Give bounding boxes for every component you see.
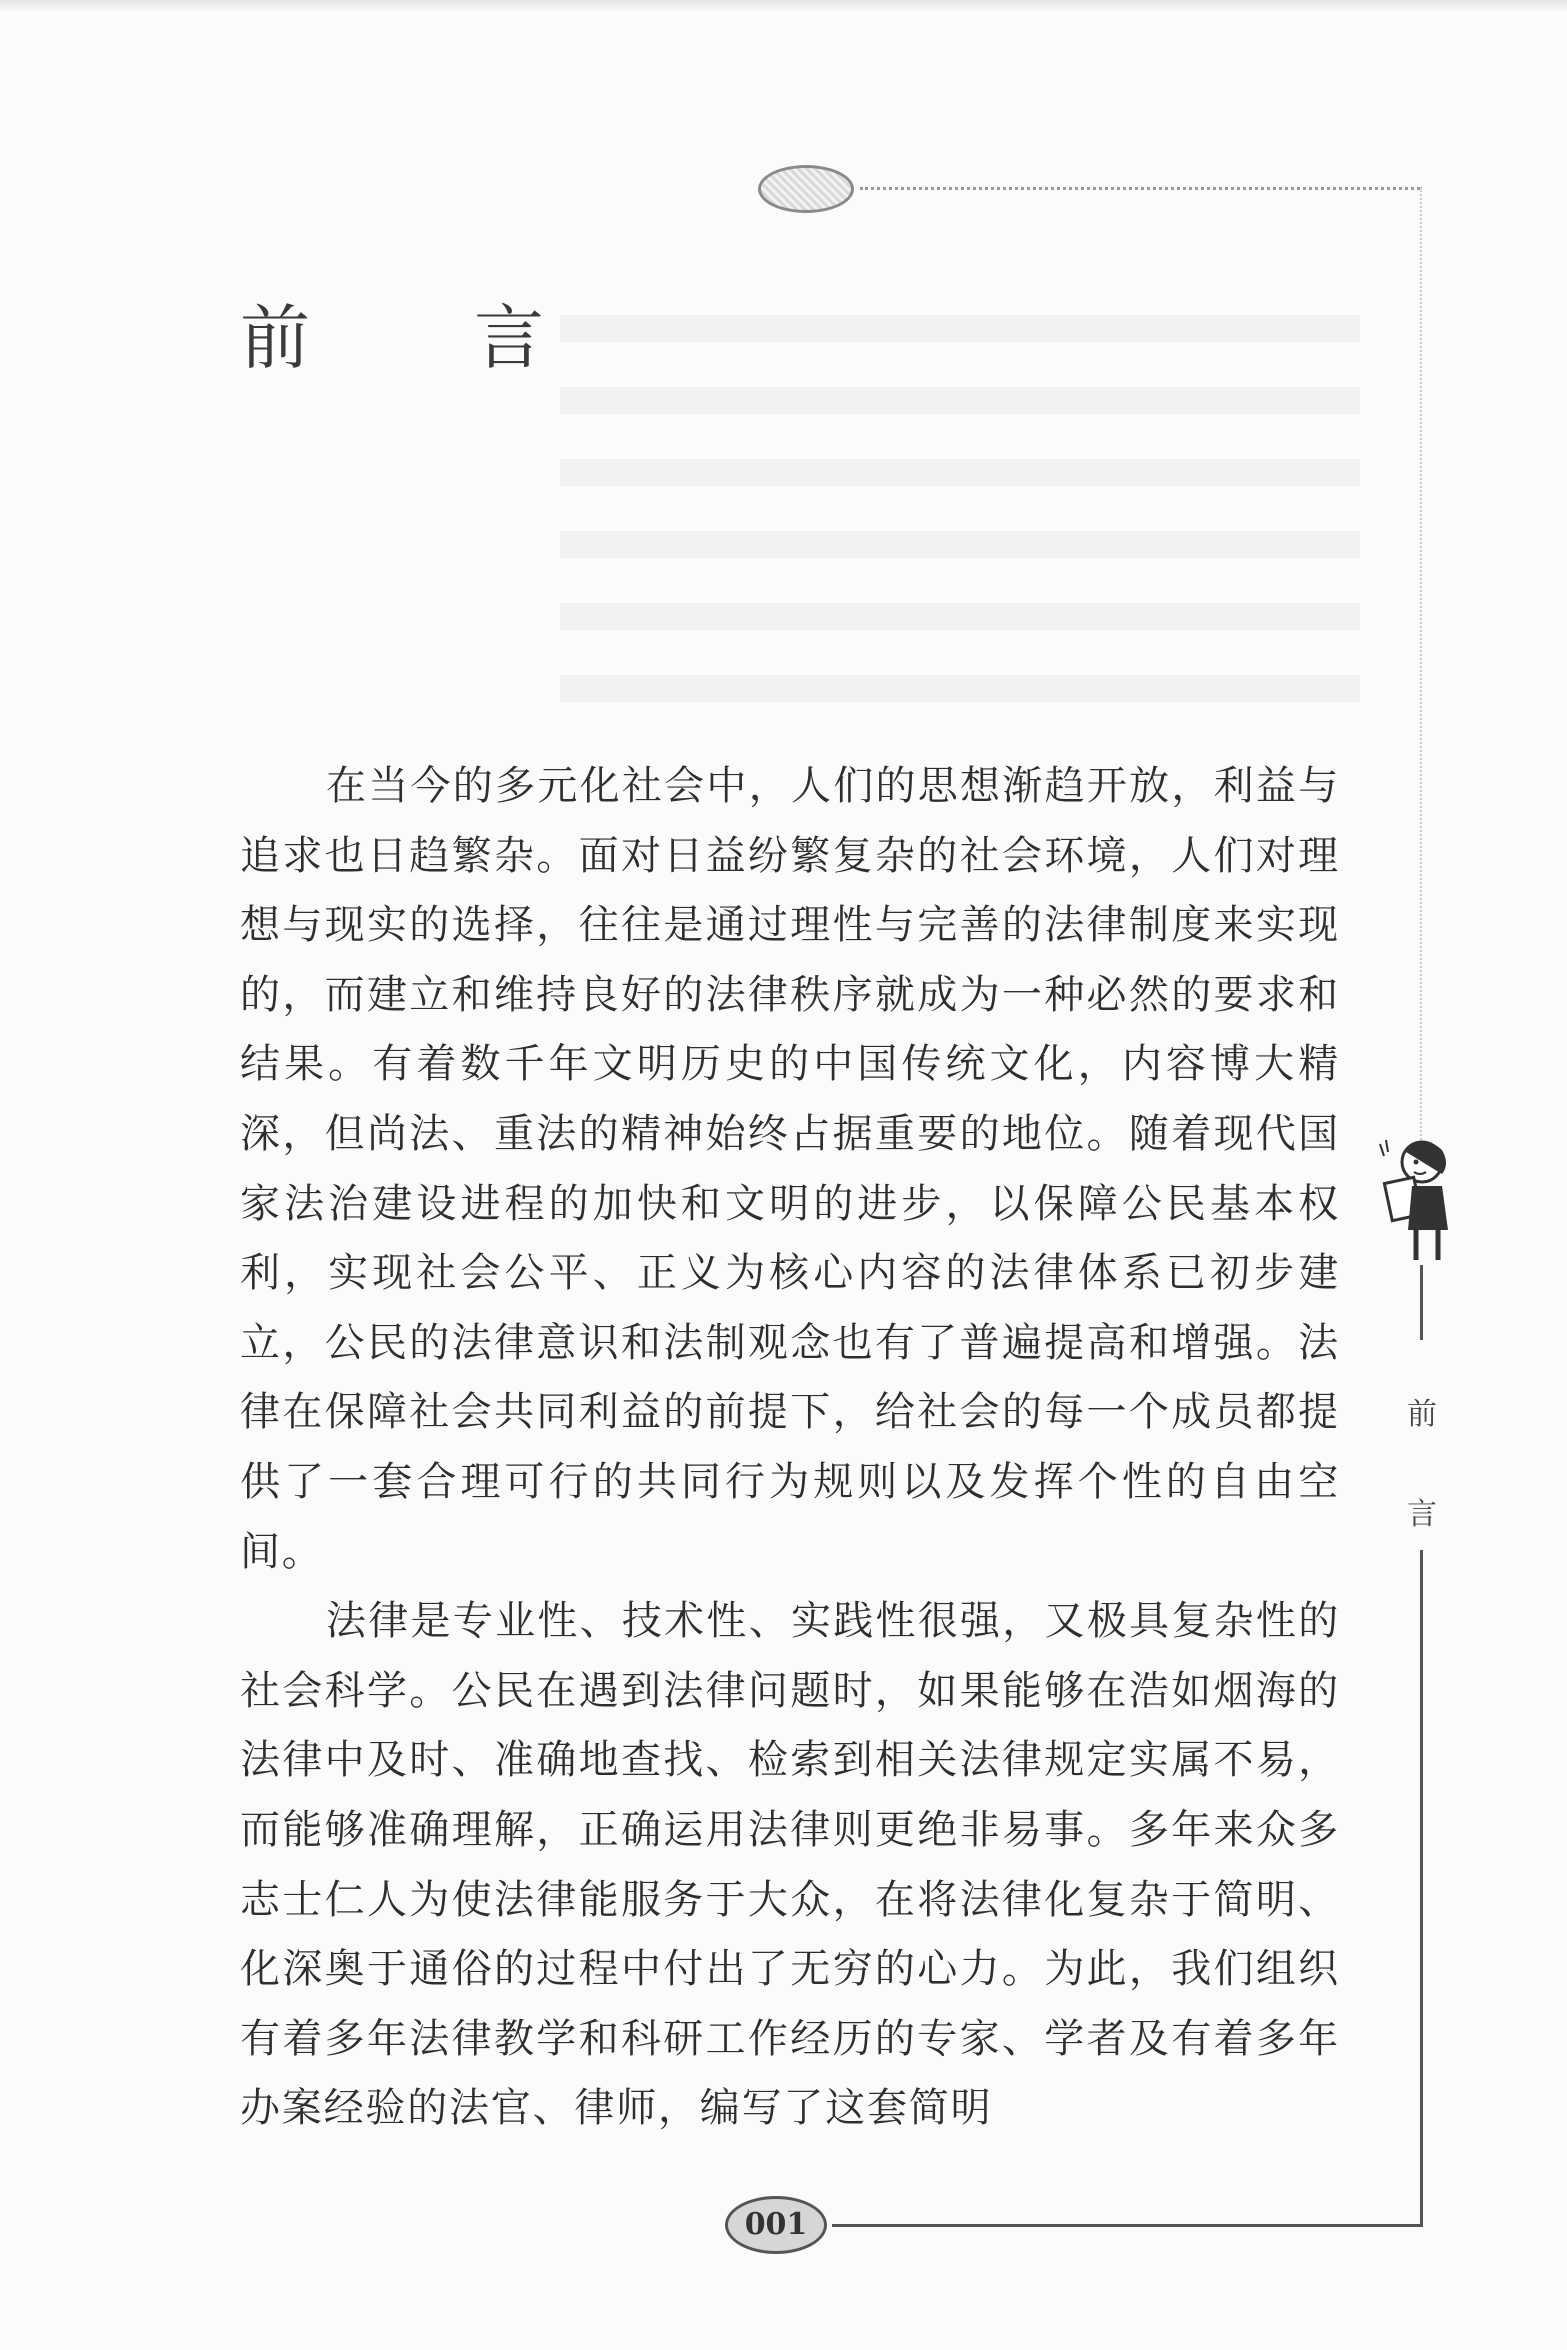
page-number: 001 [725,2196,827,2254]
side-rule-top [1420,1265,1423,1340]
body-text [240,752,1340,2144]
paragraph-1: 在当今的多元化社会中，人们的思想渐趋开放，利益与追求也日趋繁杂。面对日益纷繁复杂的社会环境，人们对理想与现实的选择，往往是通过理性与完善的法律制度来实现的，而建立和维持良好的法律秩序就成为一种必然的要求和结果。有着数千年文明历史的中国传统文化，内容博大精深，但尚法、重法的精神始终占据重要的地位。随着现代国家法治建设进程的加快和文明的进步，以保障公民基本权利，实现社会公平、正义为核心内容的法律体系已初步建立，公民的法律意识和法制观念也有了普遍提高和增强。法律在保障社会共同利益的前提下，给社会的每一个成员都提供了一套合理可行的共同行为规则以及发挥个性的自由空间。 [240,763,1340,1575]
scan-edge [0,0,1567,12]
title-char-2: 言 [474,297,544,379]
side-rule-bottom [1420,1550,1423,2225]
paragraph-2: 法律是专业性、技术性、实践性很强，又极具复杂性的社会科学。公民在遇到法律问题时，如果能够在浩如烟海的法律中及时、准确地查找、检索到相关法律规定实属不易，而能够准确理解，正确运用法律则更绝非易事。多年来众多志士仁人为使法律能服务于大众，在将法律化复杂于简明、化深奥于通俗的过程中付出了无穷的心力。为此，我们组织有着多年法律教学和科研工作经历的专家、学者及有着多年办案经验的法官、律师，编写了这套简明 [240,1598,1340,2132]
running-head-char-2: 言 [1407,1497,1437,1532]
running-head-char-1: 前 [1407,1397,1437,1432]
footer-rule [832,2224,1423,2227]
header-rule [860,187,1420,190]
title-char-1: 前 [240,297,310,379]
frame-rule [1420,187,1422,1147]
reading-mascot-icon [1372,1130,1472,1270]
header-ornament-icon [758,165,854,213]
show-through-texture [560,270,1360,740]
running-head [1400,1365,1444,1565]
